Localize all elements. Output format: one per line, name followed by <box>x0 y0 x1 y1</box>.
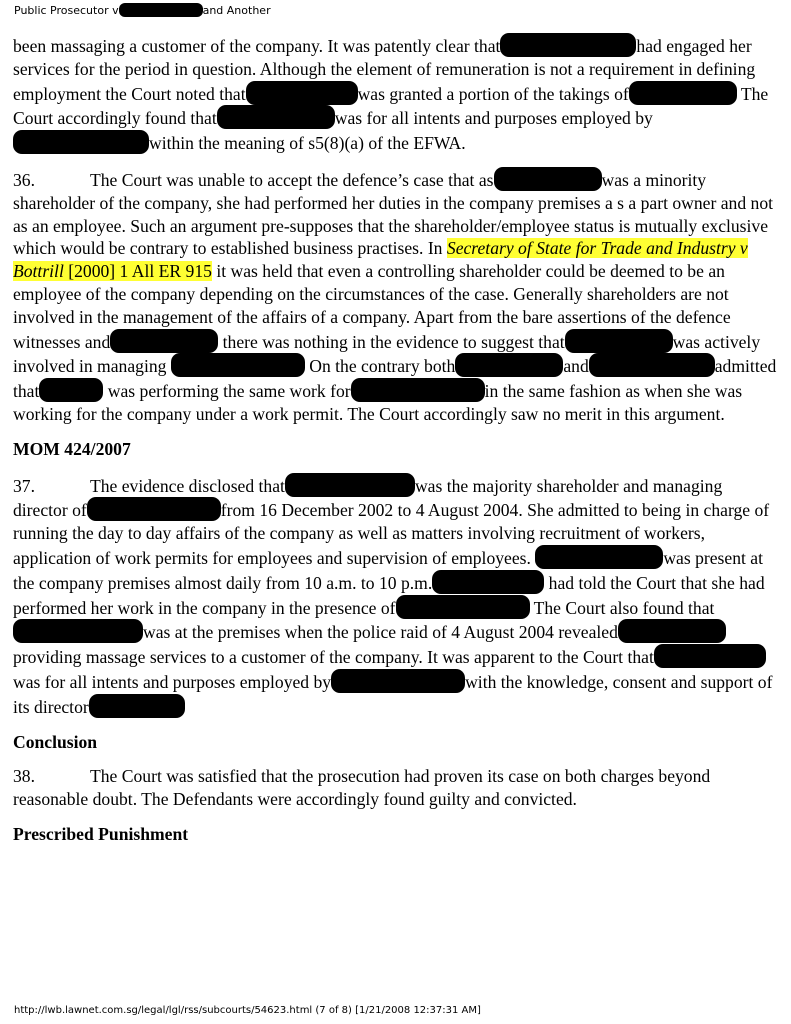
text-run: The Court accordingly found that <box>13 83 769 129</box>
case-citation: [2000] 1 All ER 915 <box>68 261 212 282</box>
paragraph-continued <box>13 33 777 155</box>
text-run: and <box>563 356 589 377</box>
section-heading-punishment: Prescribed Punishment <box>13 823 189 844</box>
redaction-block <box>87 497 221 521</box>
redaction-block <box>535 545 663 569</box>
redaction-block <box>110 329 218 353</box>
paragraph-number: 36. <box>13 169 35 190</box>
text-run: was actively involved in managing <box>13 331 761 377</box>
paragraph-37 <box>13 473 777 719</box>
text-run: had told the Court that she had performed her work in the company in the presence of <box>13 572 765 618</box>
section-heading-conclusion: Conclusion <box>13 731 98 752</box>
text-run: The Court was satisfied that the prosecution had proven its case on both charges beyond reasonable doubt. The Defendants were accordingly found guilty and convicted. <box>13 766 711 810</box>
redaction-block <box>629 81 737 105</box>
text-run: was a minority shareholder of the company, she had performed her duties in the company premises a s a part owner and not as an employee. Such an argument pre-supposes that the shareholder/employee status is mutually exclusive which would be contrary to established business practises. In <box>13 169 774 259</box>
paragraph-number: 37. <box>13 475 35 496</box>
text-run: admitted that <box>13 356 777 402</box>
redaction-block <box>171 353 305 377</box>
source-url: http://lwb.lawnet.com.sg/legal/lgl/rss/subcourts/54623.html (7 of 8) [1/21/2008 12:37:31 AM] <box>14 1005 481 1016</box>
redaction-block <box>618 619 726 643</box>
running-title-end: and Another <box>202 4 271 17</box>
text-run: was at the premises when the police raid of 4 August 2004 revealed <box>143 622 618 643</box>
redaction-block <box>217 105 335 129</box>
text-run: providing massage services to a customer of the company. It was apparent to the Court that <box>13 647 654 668</box>
redaction-block <box>246 81 358 105</box>
redaction-block <box>285 473 415 497</box>
text-run: within the meaning of s5(8)(a) of the EFWA. <box>149 133 466 154</box>
text-run: in the same fashion as when she was working for the company under a work permit. The Court accordingly saw no merit in this argument. <box>13 381 743 424</box>
redaction-block <box>13 619 143 643</box>
redaction-block <box>13 130 149 154</box>
text-run: The Court was unable to accept the defence’s case that as <box>90 169 494 190</box>
text-run: was for all intents and purposes employed by <box>13 671 332 692</box>
print-footer <box>14 1004 481 1017</box>
redaction-block <box>494 167 602 191</box>
text-run: with the knowledge, consent and support of its director <box>13 671 773 717</box>
redaction-block <box>500 33 636 57</box>
redaction-block <box>654 644 766 668</box>
text-run: was performing the same work for <box>107 381 351 402</box>
redaction-block <box>331 669 465 693</box>
text-run: On the contrary both <box>309 356 456 377</box>
text-run: it was held that even a controlling shareholder could be deemed to be an employee of the company depending on the circumstances of the case. Generally shareholders are not involved in the management of the affairs of a company. Apart from the bare assertions of the defence witnesses and <box>13 261 731 352</box>
text-run: from 16 December 2002 to 4 August 2004. She admitted to being in charge of running the day to day affairs of the company as well as matters involving recruitment of workers, application of work permits for employees and supervision of employees. <box>13 500 770 568</box>
text-run: was the majority shareholder and managing director of <box>13 475 723 521</box>
running-header <box>14 3 271 18</box>
redaction-block <box>89 694 185 718</box>
section-heading-mom: MOM 424/2007 <box>13 438 131 459</box>
paragraph-38 <box>13 765 777 811</box>
redaction-block <box>396 595 530 619</box>
running-title: Public Prosecutor v <box>14 4 119 17</box>
redaction-block <box>351 378 485 402</box>
paragraph-36 <box>13 167 777 426</box>
judgment-body <box>13 33 777 858</box>
redaction-block <box>565 329 673 353</box>
text-run: was for all intents and purposes employed by <box>334 108 653 129</box>
paragraph-number: 38. <box>13 766 35 787</box>
redaction-block <box>589 353 715 377</box>
text-run: The evidence disclosed that <box>90 475 285 496</box>
redaction-block <box>455 353 563 377</box>
case-name: Secretary of State for Trade and Industry v Bottrill <box>13 238 748 282</box>
text-run: was present at the company premises almost daily from 10 a.m. to 10 p.m. <box>13 547 763 593</box>
text-run: The Court also found that <box>533 597 715 618</box>
text-run: been massaging a customer of the company. It was patently clear that <box>13 36 501 56</box>
text-run: there was nothing in the evidence to suggest that <box>222 331 565 352</box>
text-run: had engaged her services for the period in question. Although the element of remuneration is not a requirement in defining employment the Court noted that <box>13 36 756 104</box>
redaction-block <box>119 3 203 17</box>
redaction-block <box>432 570 544 594</box>
text-run: was granted a portion of the takings of <box>357 83 629 104</box>
redaction-block <box>39 378 103 402</box>
